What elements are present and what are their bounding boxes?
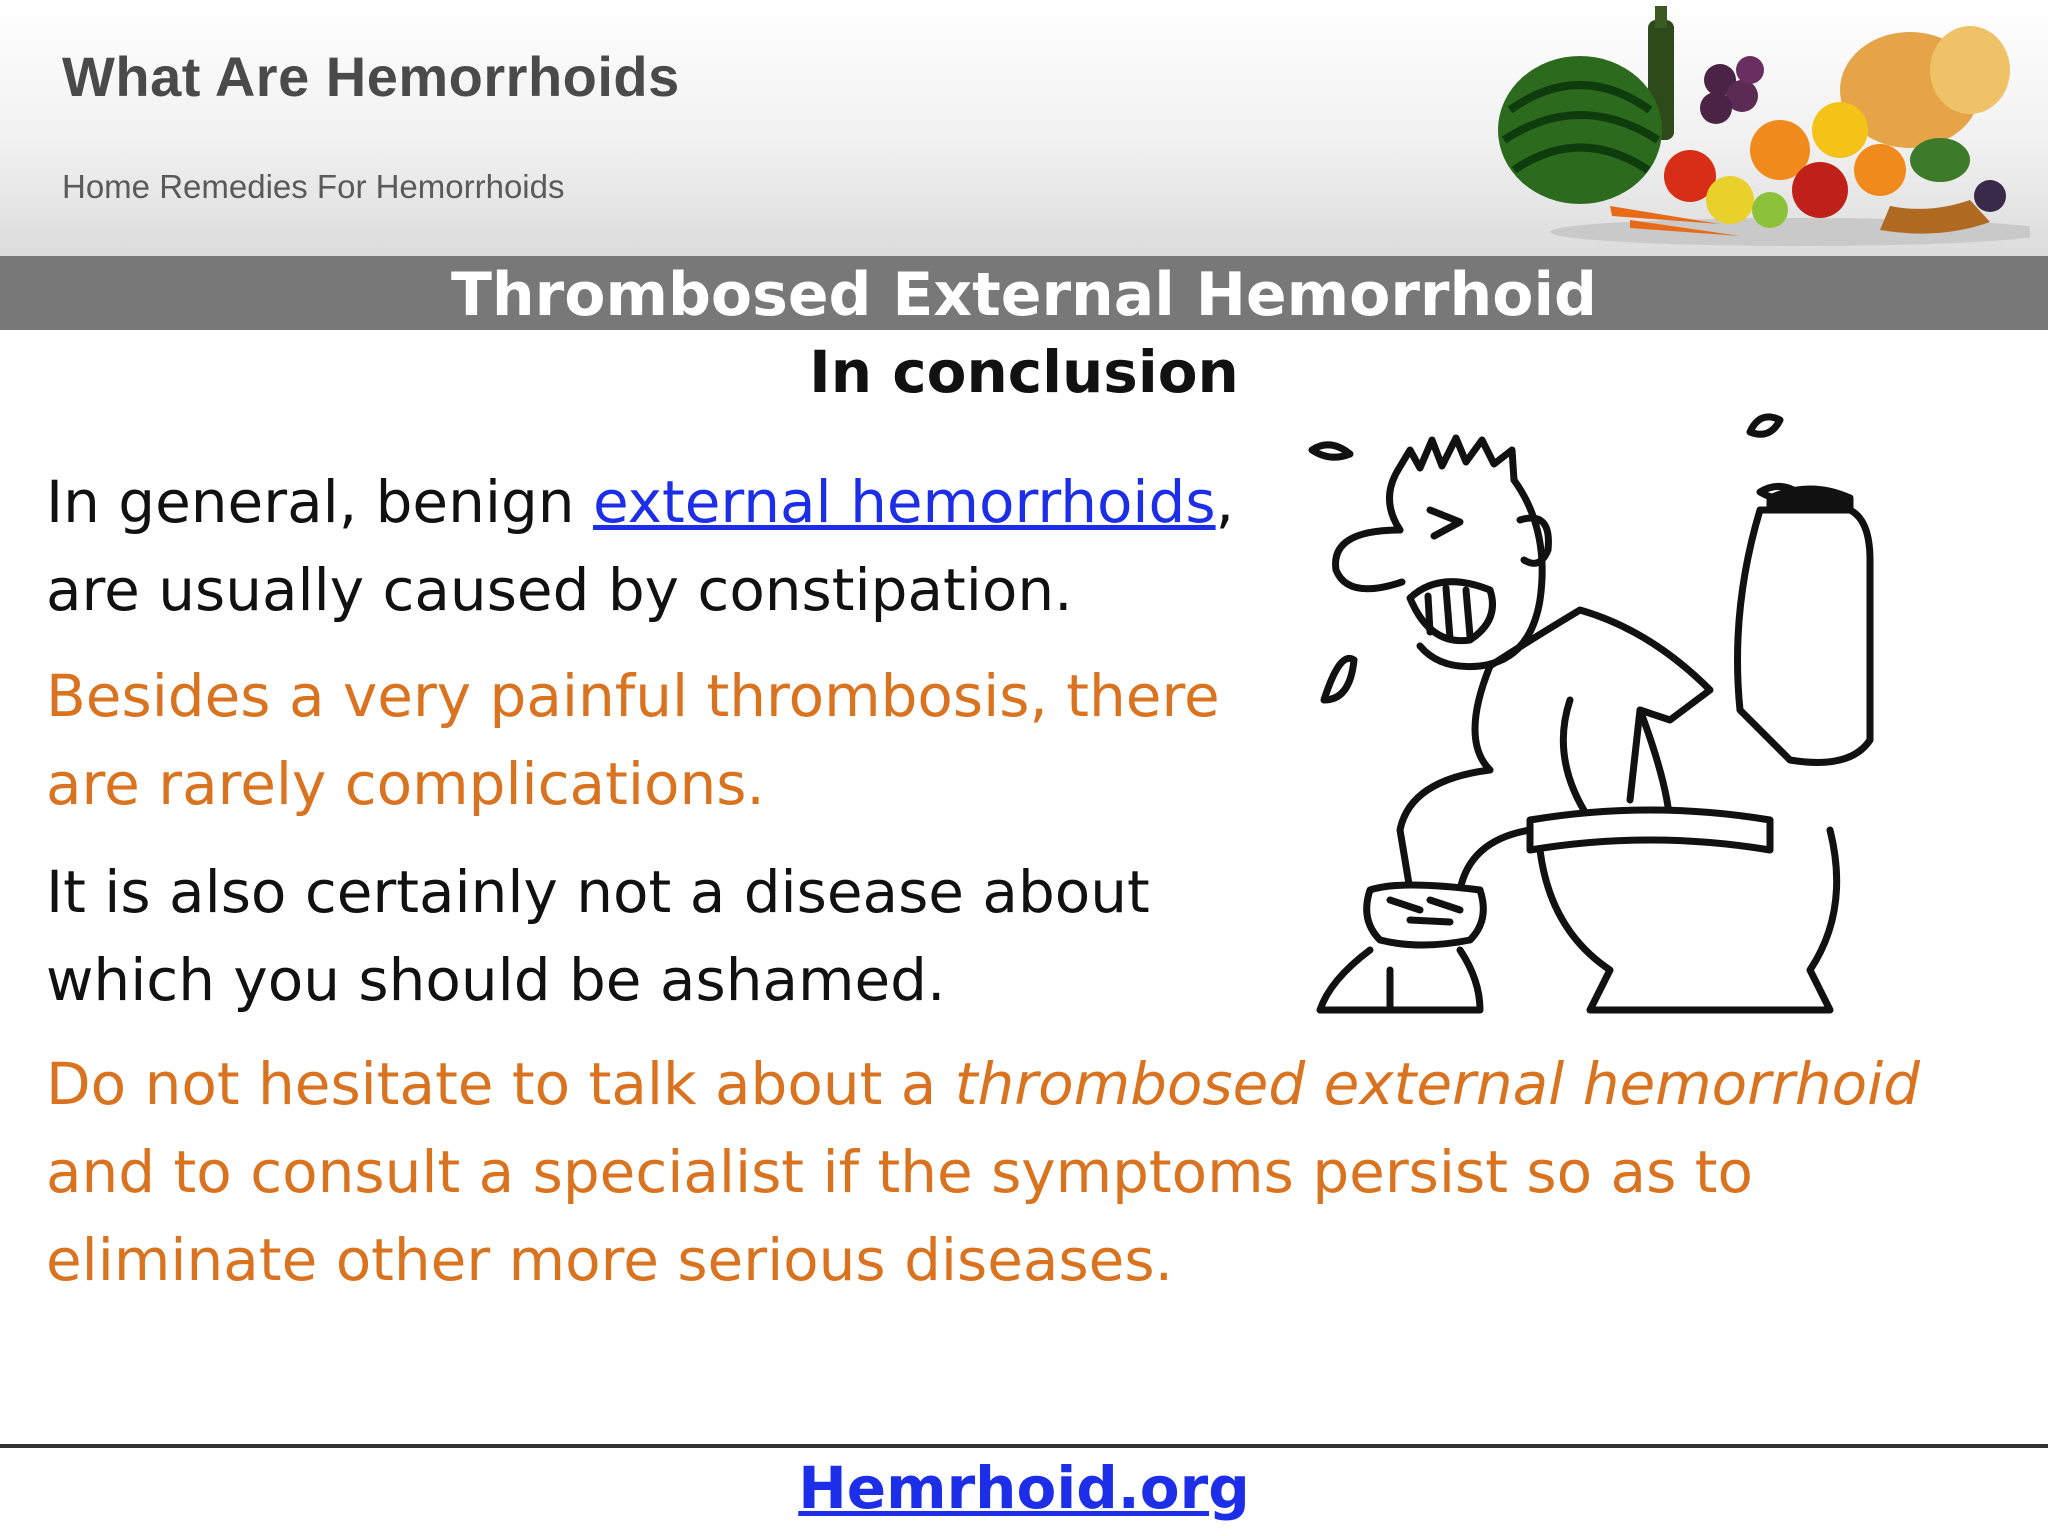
paragraph-3-line-2: which you should be ashamed.: [46, 946, 946, 1014]
site-subtitle[interactable]: Home Remedies For Hemorrhoids: [62, 168, 565, 205]
paragraph-3-line-1: It is also certainly not a disease about: [46, 858, 1150, 926]
site-header: [0, 0, 2048, 256]
paragraph-3: [46, 848, 1150, 1024]
paragraph-1-comma: ,: [1215, 468, 1235, 536]
footer-site-link[interactable]: Hemrhoid.org: [798, 1454, 1250, 1522]
paragraph-2-line-1: Besides a very painful thrombosis, there: [46, 662, 1220, 730]
external-hemorrhoids-link[interactable]: external hemorrhoids: [593, 468, 1216, 536]
paragraph-4-line-2: and to consult a specialist if the symptoms persist so as to: [46, 1138, 1753, 1206]
paragraph-1-prefix: In general, benign: [46, 468, 594, 536]
slide-subtitle[interactable]: In conclusion: [809, 338, 1239, 406]
straining-man-illustration: [1290, 410, 1980, 1030]
fruit-basket-image: [1470, 0, 2030, 256]
slide-title[interactable]: Thrombosed External Hemorrhoid: [451, 260, 1597, 330]
paragraph-1: [46, 458, 1234, 634]
paragraph-4-prefix: Do not hesitate to talk about a: [46, 1050, 955, 1118]
site-title[interactable]: What Are Hemorrhoids: [62, 45, 680, 108]
paragraph-2-line-2: are rarely complications.: [46, 750, 765, 818]
paragraph-4-italic: thrombosed external hemorrhoid: [954, 1050, 1920, 1118]
paragraph-4: [46, 1040, 1920, 1304]
paragraph-2: [46, 652, 1220, 828]
paragraph-1-line-2: are usually caused by constipation.: [46, 556, 1073, 624]
paragraph-4-line-3: eliminate other more serious diseases.: [46, 1226, 1174, 1294]
